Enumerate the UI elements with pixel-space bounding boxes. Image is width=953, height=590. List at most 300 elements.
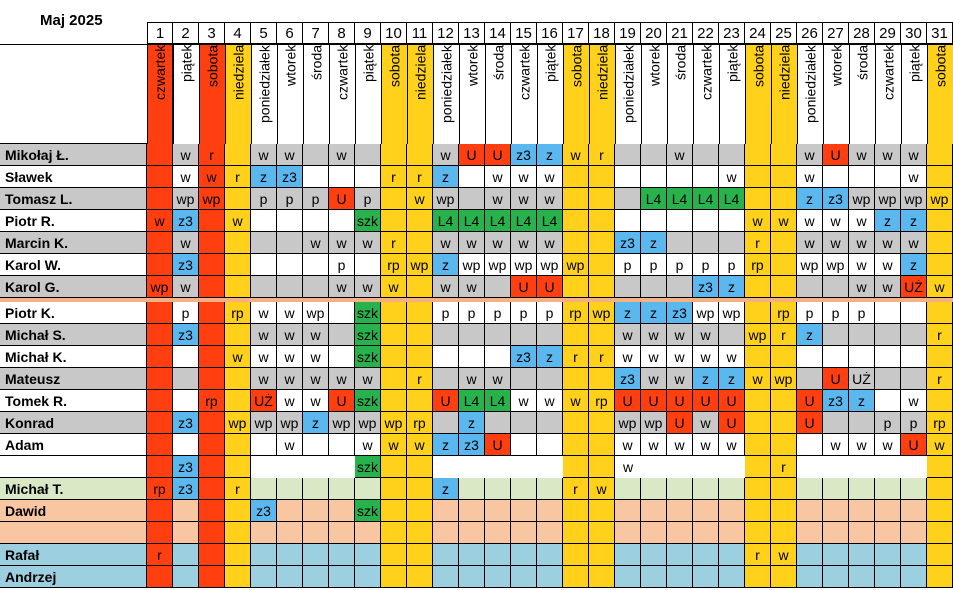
shift-cell <box>823 456 849 478</box>
weekday-label: piątek <box>901 44 927 144</box>
shift-cell: w <box>303 368 329 390</box>
shift-cell: p <box>303 188 329 210</box>
shift-cell <box>745 166 771 188</box>
shift-cell: w <box>303 346 329 368</box>
shift-cell <box>511 500 537 522</box>
shift-cell <box>563 188 589 210</box>
shift-cell: z3 <box>511 144 537 166</box>
shift-cell: w <box>277 346 303 368</box>
weekday-label: środa <box>667 44 693 144</box>
shift-cell <box>849 324 875 346</box>
shift-cell: p <box>719 254 745 276</box>
shift-cell <box>329 210 355 232</box>
shift-cell: U <box>901 434 927 456</box>
shift-cell: w <box>901 232 927 254</box>
shift-cell <box>173 434 199 456</box>
shift-cell: wp <box>251 412 277 434</box>
shift-cell <box>589 368 615 390</box>
shift-cell <box>849 346 875 368</box>
shift-cell: w <box>797 144 823 166</box>
shift-cell <box>667 456 693 478</box>
day-number: 29 <box>875 22 901 44</box>
shift-cell <box>589 210 615 232</box>
shift-cell <box>719 232 745 254</box>
shift-cell: w <box>407 434 433 456</box>
shift-cell: L4 <box>537 210 563 232</box>
shift-cell <box>173 346 199 368</box>
shift-cell <box>563 210 589 232</box>
shift-cell <box>797 478 823 500</box>
shift-cell <box>797 500 823 522</box>
shift-cell <box>407 232 433 254</box>
shift-cell <box>537 522 563 544</box>
shift-cell <box>849 166 875 188</box>
weekday-label: niedziela <box>225 44 251 144</box>
shift-cell <box>667 232 693 254</box>
shift-cell <box>745 566 771 588</box>
shift-cell: w <box>329 232 355 254</box>
shift-cell <box>849 478 875 500</box>
day-number: 21 <box>667 22 693 44</box>
shift-cell: U <box>511 276 537 298</box>
shift-cell <box>225 324 251 346</box>
shift-cell <box>251 522 277 544</box>
shift-cell <box>277 254 303 276</box>
shift-cell <box>615 566 641 588</box>
shift-cell: szk <box>355 456 381 478</box>
shift-cell: w <box>927 434 953 456</box>
shift-cell: szk <box>355 500 381 522</box>
shift-cell <box>719 544 745 566</box>
shift-cell: U <box>823 144 849 166</box>
shift-cell <box>849 500 875 522</box>
shift-cell <box>511 522 537 544</box>
shift-cell <box>147 254 173 276</box>
shift-cell <box>563 434 589 456</box>
shift-cell: z3 <box>693 276 719 298</box>
shift-cell <box>615 500 641 522</box>
shift-cell <box>147 368 173 390</box>
shift-cell <box>693 566 719 588</box>
day-number: 31 <box>927 22 953 44</box>
shift-cell <box>381 456 407 478</box>
shift-cell <box>407 500 433 522</box>
shift-cell <box>693 478 719 500</box>
shift-cell <box>407 566 433 588</box>
shift-cell <box>511 412 537 434</box>
weekday-label: piątek <box>355 44 381 144</box>
shift-cell: wp <box>147 276 173 298</box>
shift-cell <box>147 166 173 188</box>
shift-cell: p <box>459 302 485 324</box>
weekday-label: czwartek <box>875 44 901 144</box>
shift-cell <box>381 500 407 522</box>
shift-cell: p <box>901 412 927 434</box>
shift-cell: w <box>745 368 771 390</box>
shift-cell: U <box>329 390 355 412</box>
shift-cell <box>823 500 849 522</box>
shift-cell <box>823 346 849 368</box>
weekday-label: środa <box>849 44 875 144</box>
shift-cell: w <box>277 144 303 166</box>
shift-cell <box>147 144 173 166</box>
shift-cell <box>719 522 745 544</box>
shift-cell: p <box>667 254 693 276</box>
shift-cell <box>173 522 199 544</box>
shift-cell <box>277 276 303 298</box>
shift-cell: w <box>303 390 329 412</box>
day-number: 5 <box>251 22 277 44</box>
shift-cell <box>875 390 901 412</box>
shift-cell <box>589 276 615 298</box>
day-number: 15 <box>511 22 537 44</box>
shift-cell: z3 <box>459 434 485 456</box>
shift-cell: wp <box>511 254 537 276</box>
shift-cell: w <box>589 478 615 500</box>
shift-cell <box>251 232 277 254</box>
shift-cell <box>433 324 459 346</box>
shift-cell <box>277 478 303 500</box>
shift-cell <box>641 544 667 566</box>
shift-cell: w <box>849 434 875 456</box>
shift-cell <box>927 522 953 544</box>
shift-cell <box>433 456 459 478</box>
shift-cell <box>641 522 667 544</box>
shift-cell <box>459 324 485 346</box>
shift-cell <box>771 166 797 188</box>
shift-cell: L4 <box>433 210 459 232</box>
shift-cell <box>303 166 329 188</box>
shift-cell <box>251 544 277 566</box>
employee-name: Michał S. <box>0 324 147 346</box>
shift-cell <box>147 434 173 456</box>
shift-cell <box>225 566 251 588</box>
shift-cell: z <box>303 412 329 434</box>
employee-name: Piotr R. <box>0 210 147 232</box>
shift-cell: p <box>355 188 381 210</box>
shift-cell <box>641 276 667 298</box>
weekday-label: poniedziałek <box>797 44 823 144</box>
shift-cell: U <box>459 144 485 166</box>
shift-cell: p <box>875 412 901 434</box>
shift-cell <box>875 456 901 478</box>
shift-cell <box>797 276 823 298</box>
shift-cell: wp <box>303 302 329 324</box>
shift-cell <box>745 434 771 456</box>
shift-cell <box>225 188 251 210</box>
day-number: 4 <box>225 22 251 44</box>
shift-cell <box>147 456 173 478</box>
shift-cell: p <box>615 254 641 276</box>
day-number: 20 <box>641 22 667 44</box>
shift-cell <box>433 544 459 566</box>
shift-cell <box>303 254 329 276</box>
shift-cell <box>147 232 173 254</box>
shift-cell <box>589 166 615 188</box>
shift-cell: L4 <box>459 390 485 412</box>
shift-cell <box>199 456 225 478</box>
shift-cell <box>797 522 823 544</box>
weekday-label: czwartek <box>329 44 355 144</box>
shift-cell: z <box>641 232 667 254</box>
shift-cell: z3 <box>173 456 199 478</box>
shift-cell <box>875 478 901 500</box>
shift-cell <box>745 500 771 522</box>
shift-cell <box>407 456 433 478</box>
shift-cell <box>927 478 953 500</box>
shift-cell <box>875 544 901 566</box>
shift-cell: w <box>433 276 459 298</box>
day-number: 2 <box>173 22 199 44</box>
shift-cell <box>615 166 641 188</box>
shift-cell <box>251 210 277 232</box>
shift-cell: z <box>797 188 823 210</box>
shift-cell: w <box>277 390 303 412</box>
shift-cell <box>147 302 173 324</box>
shift-cell <box>563 166 589 188</box>
shift-cell <box>589 456 615 478</box>
shift-cell <box>459 566 485 588</box>
shift-cell: wp <box>355 412 381 434</box>
shift-cell: r <box>771 324 797 346</box>
shift-cell: z <box>901 210 927 232</box>
shift-cell <box>849 456 875 478</box>
shift-cell <box>745 188 771 210</box>
shift-cell: w <box>667 144 693 166</box>
employee-name: Rafał <box>0 544 147 566</box>
shift-cell <box>927 544 953 566</box>
shift-cell <box>199 324 225 346</box>
shift-cell: w <box>537 188 563 210</box>
shift-cell <box>355 478 381 500</box>
shift-cell: L4 <box>485 210 511 232</box>
shift-cell <box>615 544 641 566</box>
shift-cell: w <box>875 276 901 298</box>
shift-cell <box>485 456 511 478</box>
shift-cell <box>667 210 693 232</box>
shift-cell: U <box>719 412 745 434</box>
shift-cell <box>927 456 953 478</box>
shift-cell: wp <box>901 188 927 210</box>
shift-cell: w <box>277 434 303 456</box>
employee-name: Marcin K. <box>0 232 147 254</box>
shift-cell: w <box>797 232 823 254</box>
shift-cell <box>277 566 303 588</box>
shift-cell: w <box>459 368 485 390</box>
shift-cell: L4 <box>459 210 485 232</box>
shift-cell <box>797 346 823 368</box>
shift-cell <box>589 188 615 210</box>
shift-cell <box>147 566 173 588</box>
employee-name <box>0 456 147 478</box>
employee-name: Tomek R. <box>0 390 147 412</box>
shift-cell <box>277 522 303 544</box>
shift-cell <box>459 522 485 544</box>
shift-cell <box>927 144 953 166</box>
shift-cell: w <box>849 232 875 254</box>
shift-cell <box>641 456 667 478</box>
shift-cell <box>225 390 251 412</box>
shift-cell: w <box>173 166 199 188</box>
weekday-label: niedziela <box>771 44 797 144</box>
shift-cell <box>407 544 433 566</box>
shift-cell <box>251 478 277 500</box>
shift-cell <box>329 324 355 346</box>
shift-cell <box>329 166 355 188</box>
shift-cell <box>537 478 563 500</box>
shift-cell <box>537 544 563 566</box>
shift-cell <box>485 412 511 434</box>
weekday-label: niedziela <box>589 44 615 144</box>
shift-cell: z3 <box>277 166 303 188</box>
shift-cell: w <box>641 434 667 456</box>
name-header <box>0 44 147 144</box>
shift-cell: p <box>329 254 355 276</box>
shift-cell: rp <box>927 412 953 434</box>
shift-cell: U <box>719 390 745 412</box>
shift-cell: UŻ <box>901 276 927 298</box>
shift-cell <box>667 478 693 500</box>
shift-cell: U <box>433 390 459 412</box>
shift-cell <box>849 522 875 544</box>
shift-cell: w <box>225 210 251 232</box>
shift-cell <box>641 566 667 588</box>
shift-cell <box>147 346 173 368</box>
shift-cell <box>251 434 277 456</box>
shift-cell <box>511 368 537 390</box>
shift-cell: w <box>485 188 511 210</box>
shift-cell: p <box>849 302 875 324</box>
shift-cell <box>537 368 563 390</box>
shift-cell: w <box>693 346 719 368</box>
shift-cell <box>615 144 641 166</box>
shift-cell <box>563 544 589 566</box>
shift-cell: w <box>251 302 277 324</box>
shift-cell: r <box>745 232 771 254</box>
shift-cell <box>745 522 771 544</box>
shift-cell: z <box>433 478 459 500</box>
shift-cell: z <box>537 346 563 368</box>
shift-cell <box>563 232 589 254</box>
shift-cell <box>459 188 485 210</box>
shift-cell <box>355 566 381 588</box>
shift-cell: r <box>745 544 771 566</box>
shift-cell <box>563 500 589 522</box>
employee-name: Michał K. <box>0 346 147 368</box>
shift-cell: r <box>199 144 225 166</box>
day-number: 14 <box>485 22 511 44</box>
shift-cell <box>381 188 407 210</box>
shift-cell: w <box>563 390 589 412</box>
shift-cell <box>537 456 563 478</box>
shift-cell <box>875 368 901 390</box>
shift-cell: rp <box>745 254 771 276</box>
employee-name: Adam <box>0 434 147 456</box>
shift-cell <box>277 500 303 522</box>
shift-cell <box>225 276 251 298</box>
shift-cell: w <box>667 368 693 390</box>
shift-cell <box>771 144 797 166</box>
shift-cell <box>381 390 407 412</box>
shift-cell: wp <box>849 188 875 210</box>
shift-cell: w <box>615 456 641 478</box>
shift-cell <box>615 276 641 298</box>
shift-cell: r <box>771 456 797 478</box>
shift-cell <box>927 232 953 254</box>
shift-cell <box>849 412 875 434</box>
day-number: 24 <box>745 22 771 44</box>
shift-cell <box>693 166 719 188</box>
shift-cell: w <box>355 276 381 298</box>
weekday-label: środa <box>303 44 329 144</box>
shift-cell <box>875 166 901 188</box>
shift-cell: r <box>147 544 173 566</box>
shift-cell <box>823 324 849 346</box>
shift-cell <box>563 456 589 478</box>
shift-cell: w <box>459 232 485 254</box>
shift-cell <box>875 324 901 346</box>
shift-cell <box>199 412 225 434</box>
shift-cell: w <box>849 254 875 276</box>
shift-cell <box>797 566 823 588</box>
shift-cell <box>641 210 667 232</box>
shift-cell: wp <box>199 188 225 210</box>
shift-cell <box>563 412 589 434</box>
shift-cell <box>381 302 407 324</box>
shift-cell: z <box>849 390 875 412</box>
shift-cell <box>589 522 615 544</box>
shift-cell <box>407 390 433 412</box>
shift-cell <box>303 566 329 588</box>
shift-cell: rp <box>199 390 225 412</box>
shift-cell: w <box>407 188 433 210</box>
shift-cell <box>433 346 459 368</box>
shift-cell <box>277 544 303 566</box>
shift-cell <box>563 566 589 588</box>
shift-cell <box>459 346 485 368</box>
shift-cell <box>329 500 355 522</box>
shift-cell <box>199 302 225 324</box>
shift-cell <box>433 412 459 434</box>
shift-cell: rp <box>771 302 797 324</box>
shift-cell <box>537 412 563 434</box>
shift-cell: w <box>849 210 875 232</box>
shift-cell: r <box>407 368 433 390</box>
shift-cell <box>381 210 407 232</box>
shift-cell <box>433 566 459 588</box>
shift-cell: szk <box>355 302 381 324</box>
employee-name: Dawid <box>0 500 147 522</box>
shift-cell: w <box>719 346 745 368</box>
shift-cell: wp <box>225 412 251 434</box>
shift-cell <box>199 368 225 390</box>
shift-cell <box>147 412 173 434</box>
shift-cell: w <box>563 144 589 166</box>
shift-cell: U <box>823 368 849 390</box>
weekday-label: poniedziałek <box>615 44 641 144</box>
shift-cell: w <box>901 144 927 166</box>
shift-cell: p <box>537 302 563 324</box>
shift-cell <box>459 456 485 478</box>
shift-cell: z3 <box>823 390 849 412</box>
shift-cell: wp <box>719 302 745 324</box>
shift-cell: r <box>589 144 615 166</box>
shift-cell: szk <box>355 210 381 232</box>
shift-cell <box>381 478 407 500</box>
shift-cell: z <box>797 324 823 346</box>
shift-cell: r <box>381 166 407 188</box>
shift-cell <box>147 522 173 544</box>
